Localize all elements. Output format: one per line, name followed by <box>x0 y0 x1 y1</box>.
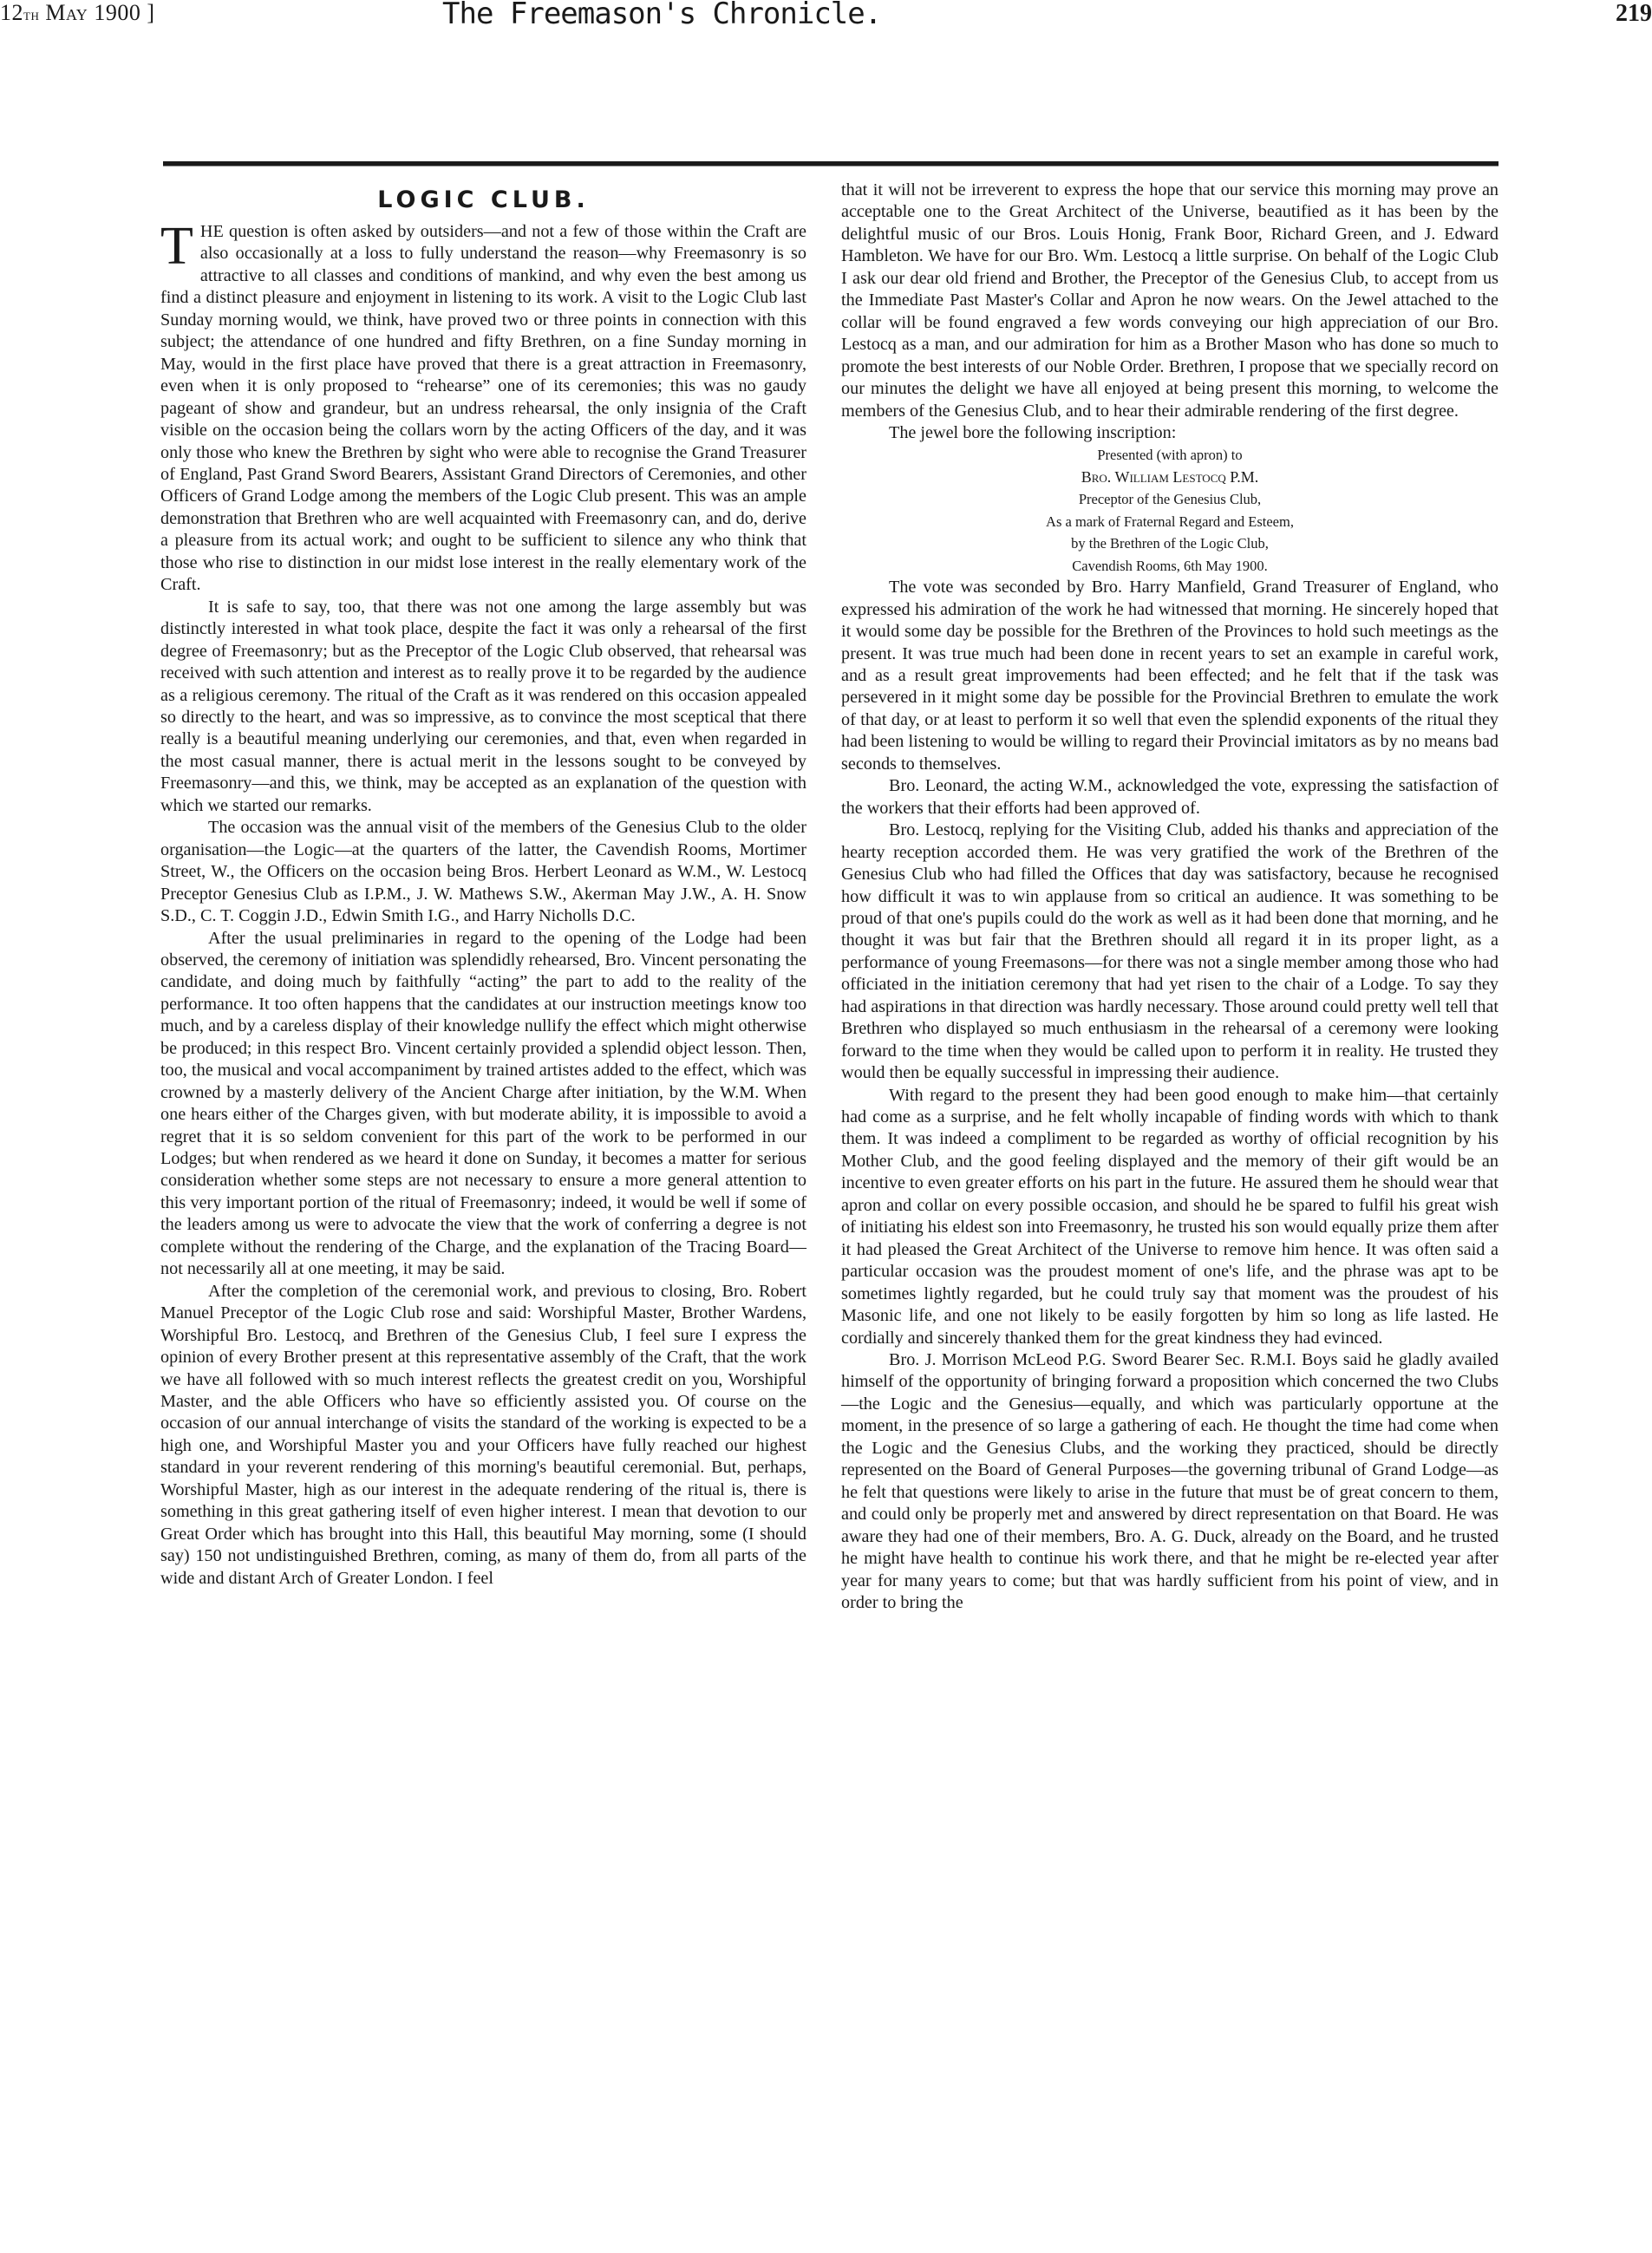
header-rule <box>163 161 1499 167</box>
date-suffix: th <box>23 6 40 23</box>
paragraph: The occasion was the annual visit of the members of the Genesius Club to the older organisation—the Logic—at the quarters of the latter, the Cavendish Rooms, Mortimer Street, W., the Officers on the occasion being Bros. Herbert Leonard as W.M., W. Lestocq Preceptor Genesius Club as I.P.M., J. W. Mathews S.W., Akerman May J.W., A. H. Snow S.D., C. T. Coggin J.D., Edwin Smith I.G., and Harry Nicholls D.C. <box>160 818 806 926</box>
paragraph: Bro. J. Morrison McLeod P.G. Sword Bearer Sec. R.M.I. Boys said he gladly availed himself of the opportunity of bringing forward a proposition which concerned the two Clubs—the Logic and the Genesius—equally, and which was particularly opportune at the moment, in the presence of so large a gathering of each. He thought the time had come when the Logic and the Genesius Clubs, and the working they practiced, should be directly represented on the Board of General Purposes—the governing tribunal of Grand Lodge—as he felt that questions were likely to arise in the future that must be of great concern to them, and could only be properly met and answered by direct representation on that Board. He was aware they had one of their members, Bro. A. G. Duck, already on the Board, and he trusted he might have health to continue his work there, and that he might be re-elected year after year for many years to come; but that was hardly sufficient from his point of view, and in order to bring the <box>841 1350 1499 1612</box>
paragraph-intro <box>160 217 806 597</box>
issue-date <box>0 0 154 26</box>
page-number: 219 <box>1616 0 1652 27</box>
right-column <box>841 180 1499 1614</box>
article-headline: LOGIC CLUB. <box>377 186 590 213</box>
paragraph: Bro. Lestocq, replying for the Visiting Club, added his thanks and appreciation of the hearty reception accorded them. He was very gratified the work of the Brethren of the Genesius Club who had filled the Offices that day was satisfactory, because he recognised how difficult it was to win applause from so critical an audience. It was something to be proud of that one's pupils could do the work as well as it had been done that morning, and he thought it was but fair that the Brethren should all regard it in its proper light, as a performance of young Freemasons—for there was not a single member among those who had officiated in the initiation ceremony that had yet risen to the chair of a Lodge. To say they had aspirations in that direction was hardly necessary. Those around could pretty well tell that Brethren who displayed so much enthusiasm in the rehearsal of a ceremony were looking forward to the time when they would be called upon to perform it in reality. He trusted they would then be equally successful in impressing their audience. <box>841 820 1499 1083</box>
paragraph: With regard to the present they had been good enough to make him—that certainly had come as a surprise, and he felt wholly incapable of finding words with which to thank them. It was indeed a compliment to be regarded as worthy of official recognition by his Mother Club, and the good feeling displayed and the memory of their gift would be an incentive to even greater efforts on his part in the future. He assured them he should wear that apron and collar on every possible occasion, and should he be spared to fulfil his great wish of initiating his eldest son into Freemasonry, he trusted his son would equally prize them after it had pleased the Great Architect of the Universe to remove him hence. It was often said a particular occasion was the proudest moment of one's life, and the phrase was apt to be sometimes lightly regarded, but he could truly say that moment was the proudest of his Masonic life, and one not likely to be easily forgotten by him so long as life lasted. He cordially and sincerely thanked them for the great kindness they had evinced. <box>841 1085 1499 1348</box>
date-day: 12 <box>0 0 23 25</box>
paragraph: It is safe to say, too, that there was not one among the large assembly but was distinctly interested in what took place, despite the fact it was only a rehearsal of the first degree of Freemasonry; but as the Preceptor of the Logic Club observed, that rehearsal was received with such attention and interest as to really prove it to be regarded by the audience as a religious ceremony. The ritual of the Craft as it was rendered on this occasion appealed so directly to the heart, and was so impressive, as to convince the most sceptical that there really is a beautiful meaning underlying our ceremonies, and that, even when regarded in the most casual manner, there is actual merit in the lessons sought to be conveyed by Freemasonry—and this, we think, may be accepted as an explanation of the question with which we started our remarks. <box>160 597 806 815</box>
date-month: May <box>45 0 88 25</box>
inscription-line: Cavendish Rooms, 6th May 1900. <box>1072 557 1268 574</box>
jewel-intro: The jewel bore the following inscription: <box>889 422 1177 442</box>
paragraph: After the completion of the ceremonial work, and previous to closing, Bro. Robert Manuel Preceptor of the Logic Club rose and said: Worshipful Master, Brother Wardens, Worshipful Bro. Lestocq, and Brethren of the Genesius Club, I feel sure I express the opinion of every Brother present at this representative assembly of the Craft, that the work we have all followed with so much interest reflects the greatest credit on you, Worshipful Master, and the able Officers who have so efficiently assisted you. Of course on the occasion of our annual interchange of visits the standard of the working is expected to be a high one, and Worshipful Master you and your Officers have fully reached our highest standard in your reverent rendering of this morning's beautiful ceremonial. But, perhaps, Worshipful Master, high as our interest in the adequate rendering of the ritual is, there is something in this great gathering itself of even higher interest. I mean that devotion to our Great Order which has brought into this Hall, this beautiful May morning, some (I should say) 150 not undistinguished Brethren, coming, as many of them do, from all parts of the wide and distant Arch of Greater London. I feel <box>160 1281 806 1588</box>
date-bracket: ] <box>147 0 155 25</box>
date-year: 1900 <box>94 0 141 25</box>
paragraph: After the usual preliminaries in regard to the opening of the Lodge had been observed, the ceremony of initiation was splendidly rehearsed, Bro. Vincent personating the candidate, and doing much by faithfully “acting” the part to add to the reality of the performance. It too often happens that the candidates at our instruction meetings know too much, and by a careless display of their knowledge nullify the effect which might otherwise be produced; in this respect Bro. Vincent certainly provided a splendid object lesson. Then, too, the musical and vocal accompaniment by trained artistes added to the effect, which was crowned by a masterly delivery of the Ancient Charge after initiation, by the W.M. When one hears either of the Charges given, with but moderate ability, it is impossible to avoid a regret that it is so seldom convenient for this part of the work to be performed in our Lodges; but when rendered as we heard it done on Sunday, it becomes a matter for serious consideration whether some steps are not necessary to ensure a more general attention to this very important portion of the ritual of Freemasonry; indeed, it would be well if some of the leaders among us were to advocate the view that the work of conferring a degree is not complete without the rendering of the Charge, and the explanation of the Tracing Board—not necessarily all at one meeting, it may be said. <box>160 928 806 1279</box>
left-column <box>160 178 806 1590</box>
inscription-line: Bro. William Lestocq P.M. <box>1081 467 1259 486</box>
inscription-line: As a mark of Fraternal Regard and Esteem, <box>1046 513 1294 530</box>
drop-cap: T <box>160 217 193 276</box>
inscription-line: Presented (with apron) to <box>1097 447 1243 464</box>
jewel-inscription <box>841 444 1499 577</box>
inscription-line: by the Brethren of the Logic Club, <box>1071 535 1269 552</box>
paragraph-continued: that it will not be irreverent to express the hope that our service this morning may prove an acceptable one to the Great Architect of the Universe, beautified as it has been by the delightful music of our Bros. Louis Honig, Frank Boor, Richard Green, and J. Edward Hambleton. We have for our Bro. Wm. Lestocq a little surprise. On behalf of the Logic Club I ask our dear old friend and Brother, the Preceptor of the Genesius Club, to accept from us the Immediate Past Master's Collar and Apron he now wears. On the Jewel attached to the collar will be found engraved a few words conveying our high appreciation of our Bro. Lestocq as a man, and our admiration for him as a Brother Mason who has done so much to promote the best interests of our Noble Order. Brethren, I propose that we specially record on our minutes the delight we have all enjoyed at being present this morning, to welcome the members of the Genesius Club, and to hear their admirable rendering of the first degree. <box>841 180 1499 421</box>
paragraph-text: HE question is often asked by outsiders—and not a few of those within the Craft are also occasionally at a loss to fully understand the reason—why Freemasonry is so attractive to all classes and conditions of mankind, and why even the best among us find a distinct pleasure and enjoyment in listening to its work. A visit to the Logic Club last Sunday morning would, we think, have proved two or three points in connection with this subject; the attendance of one hundred and fifty Brethren, on a fine Sunday morning in May, would in the first place have proved that there is a great attraction in Freemasonry, even when it is only proposed to “rehearse” one of its ceremonies; this was no gaudy pageant of show and grandeur, but an undress rehearsal, the only insignia of the Craft visible on the occasion being the collars worn by the acting Officers of the day, and it was only those who knew the Brethren by sight who were able to recognise the Grand Treasurer of England, Past Grand Sword Bearers, Assistant Grand Directors of Ceremonies, and other Officers of Grand Lodge among the members of the Logic Club present. This was an ample demonstration that Brethren who are well acquainted with Freemasonry can, and do, derive a pleasure from its actual work; and ought to be sufficient to silence any who think that those who rise to distinction in our midst lose interest in the really elementary work of the Craft. <box>160 222 806 595</box>
paragraph: Bro. Leonard, the acting W.M., acknowledged the vote, expressing the satisfaction of the workers that their efforts had been approved of. <box>841 776 1499 818</box>
publication-title: The Freemason's Chronicle. <box>442 0 882 31</box>
inscription-line: Preceptor of the Genesius Club, <box>1078 491 1262 508</box>
paragraph: The vote was seconded by Bro. Harry Manfield, Grand Treasurer of England, who expressed his admiration of the work he had witnessed that morning. He sincerely hoped that it would some day be possible for the Brethren of the Provinces to hold such meetings as the present. It was true much had been done in recent years to set an example in careful work, and as a result great improvements had been effected; and he felt that if the task was persevered in it might some day be possible for the Provincial Brethren to emulate the work of that day, or at least to perform it so well that even the splendid exponents of the ritual they had been listening to would be willing to regard their Provincial imitators as by no means bad seconds to themselves. <box>841 578 1499 774</box>
